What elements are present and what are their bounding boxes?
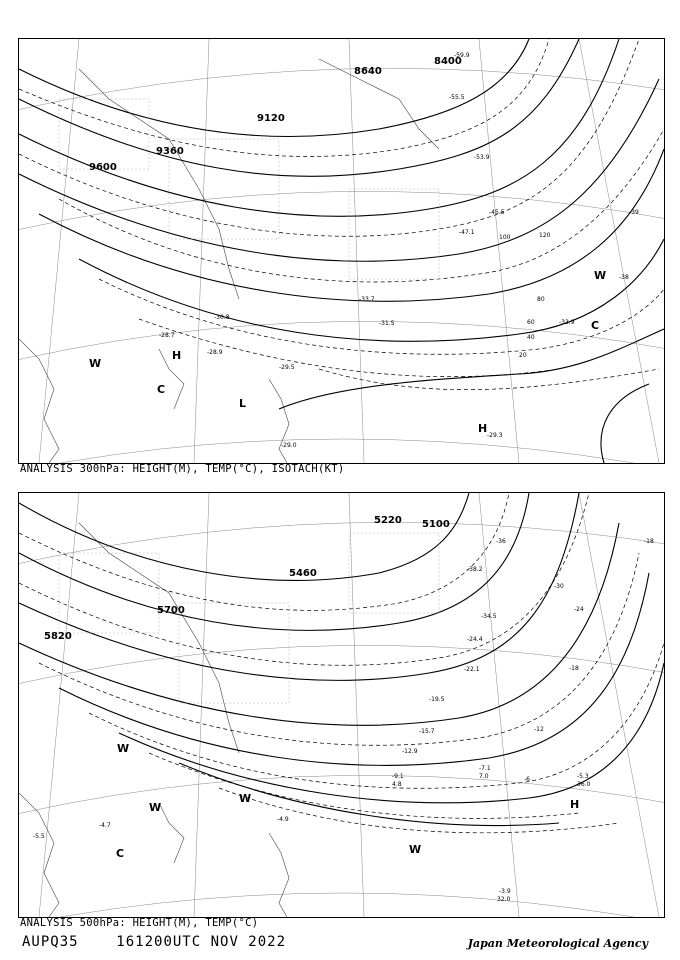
chart-500hpa-caption: ANALYSIS 500hPa: HEIGHT(M), TEMP(°C): [20, 917, 259, 929]
isotherms: [19, 39, 664, 390]
chart-300hpa: [18, 38, 665, 464]
height-label: 9600: [89, 162, 117, 173]
obs-value: -29.0: [281, 442, 297, 449]
pressure-center-high: H: [478, 422, 488, 435]
pressure-center-low: L: [239, 397, 247, 410]
height-label: 9360: [156, 146, 184, 157]
warm-marker: W: [239, 792, 252, 805]
temp-label: -24: [574, 606, 584, 613]
obs-value: -19.5: [429, 696, 445, 703]
pressure-center-high: H: [570, 798, 580, 811]
chart-identifier: [22, 934, 286, 950]
warm-marker: W: [117, 742, 130, 755]
isotach-label: 40: [527, 334, 535, 341]
height-contours: [19, 39, 664, 463]
obs-value: -34.5: [481, 613, 497, 620]
isotach-label: 100: [499, 234, 511, 241]
height-label: 5820: [44, 631, 72, 642]
height-label: 9120: [257, 113, 285, 124]
obs-value: -3.9: [499, 888, 511, 895]
warm-marker: W: [594, 269, 607, 282]
obs-value: 4.8: [392, 781, 402, 788]
obs-value: -5.3: [577, 773, 589, 780]
valid-time: 161200UTC NOV 2022: [116, 934, 287, 950]
obs-value: -7.1: [479, 765, 491, 772]
chart-code: AUPQ35: [22, 934, 79, 950]
isotach-label: 60: [527, 319, 535, 326]
pressure-center-high: H: [172, 349, 182, 362]
obs-value: -45.5: [489, 209, 505, 216]
height-label: 5220: [374, 515, 402, 526]
obs-value: -4.7: [99, 822, 111, 829]
obs-value: -9.1: [392, 773, 404, 780]
obs-value: -24.4: [467, 636, 483, 643]
obs-value: -5.5: [33, 833, 45, 840]
chart-300hpa-canvas: [19, 39, 664, 463]
temp-label: -36: [496, 538, 506, 545]
warm-marker: W: [409, 843, 422, 856]
temp-label: -18: [644, 538, 654, 545]
obs-value: -28.7: [159, 332, 175, 339]
obs-value: 32.0: [497, 896, 511, 903]
obs-value: -15.7: [419, 728, 435, 735]
obs-value: -31.5: [379, 320, 395, 327]
obs-value: -28.9: [207, 349, 223, 356]
temp-label: -6: [524, 776, 530, 783]
obs-value: -4.9: [277, 816, 289, 823]
temp-label: -18: [569, 665, 579, 672]
obs-value: 36.0: [577, 781, 591, 788]
obs-value: -30.8: [214, 314, 230, 321]
obs-value: -38: [619, 274, 629, 281]
obs-value: -53.9: [474, 154, 490, 161]
obs-value: -29.3: [487, 432, 503, 439]
temp-label: -30: [554, 583, 564, 590]
isotach-label: 80: [537, 296, 545, 303]
chart-500hpa-canvas: [19, 493, 664, 917]
obs-value: -29.5: [279, 364, 295, 371]
height-label: 8640: [354, 66, 382, 77]
chart-500hpa: [18, 492, 665, 918]
obs-value: -38.2: [467, 566, 483, 573]
cold-marker: C: [116, 847, 125, 860]
height-label: 8400: [434, 56, 462, 67]
warm-marker: W: [149, 801, 162, 814]
moist-hatch: [59, 533, 439, 703]
isotach-label: 20: [519, 352, 527, 359]
cold-marker: C: [591, 319, 600, 332]
coastline: [19, 523, 289, 917]
obs-value: -22.1: [464, 666, 480, 673]
temp-label: -12: [534, 726, 544, 733]
cold-marker: C: [157, 383, 166, 396]
height-label: 5100: [422, 519, 450, 530]
obs-value: -59.9: [454, 52, 470, 59]
obs-value: -39: [629, 209, 639, 216]
chart-300hpa-caption: ANALYSIS 300hPa: HEIGHT(M), TEMP(°C), ISOTACH(KT): [20, 463, 345, 475]
height-label: 5460: [289, 568, 317, 579]
obs-value: -47.1: [459, 229, 475, 236]
graticule: [19, 39, 664, 463]
obs-value: -55.5: [449, 94, 465, 101]
obs-value: -33.7: [359, 296, 375, 303]
obs-value: -12.9: [402, 748, 418, 755]
jet-hatch: [59, 99, 439, 279]
warm-marker: W: [89, 357, 102, 370]
agency-name: Japan Meteorological Agency: [467, 937, 648, 950]
isotach-label: 120: [539, 232, 551, 239]
height-label: 5700: [157, 605, 185, 616]
obs-value: -33.9: [559, 319, 575, 326]
obs-value: 7.0: [479, 773, 489, 780]
